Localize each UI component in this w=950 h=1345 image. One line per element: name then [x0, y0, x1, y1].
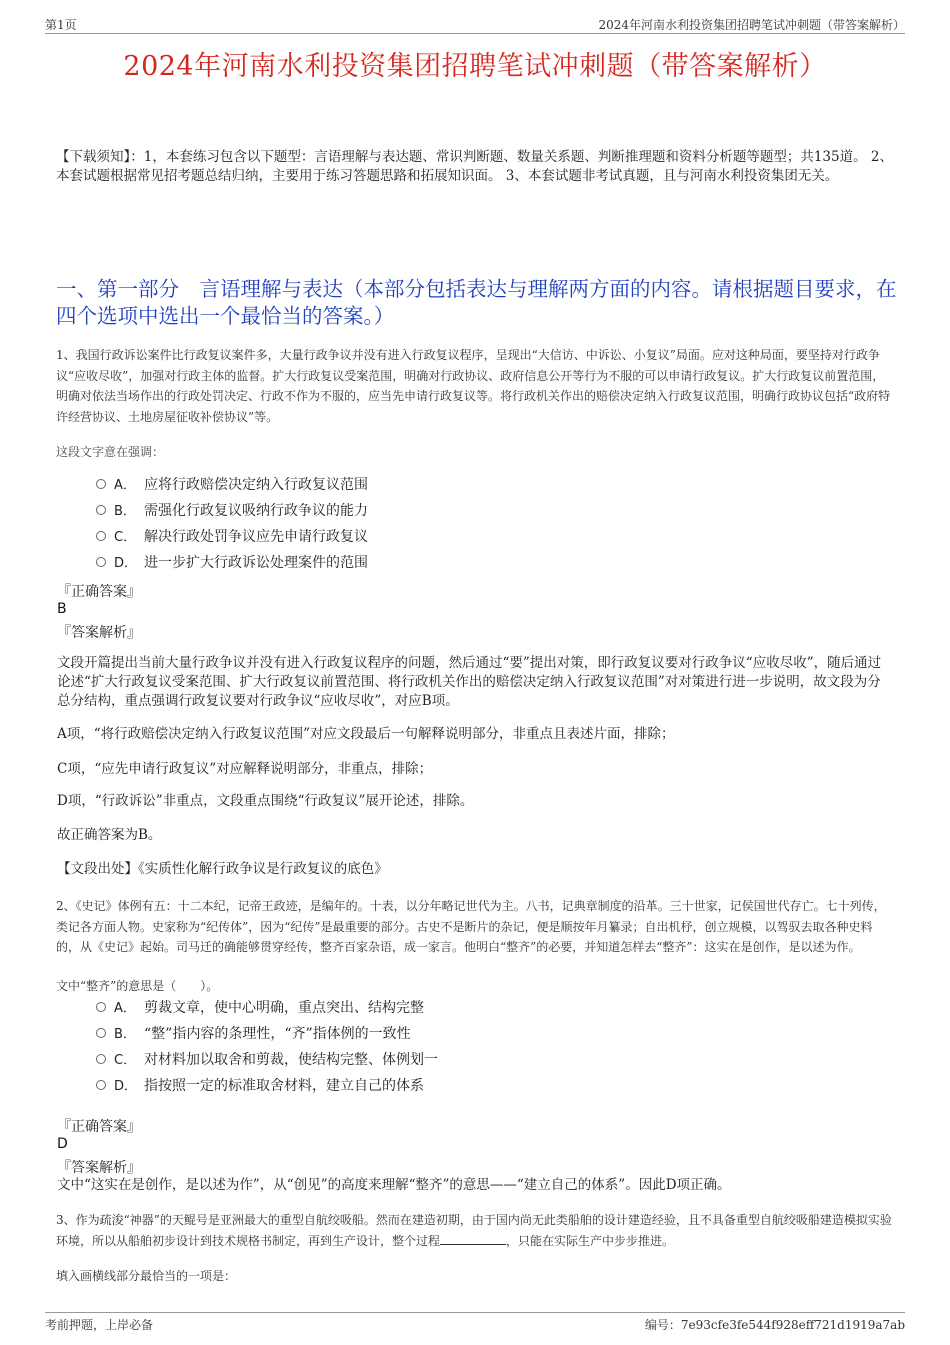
page-title: 2024年河南水利投资集团招聘笔试冲刺题（带答案解析）	[123, 51, 827, 82]
radio-icon[interactable]	[96, 1028, 106, 1038]
question-1-option-a[interactable]: A． 应将行政赔偿决定纳入行政复议范围	[96, 472, 368, 498]
radio-icon[interactable]	[96, 505, 106, 515]
question-1-answer: B	[57, 601, 67, 617]
question-1-text: 1、我国行政诉讼案件比行政复议案件多，大量行政争议并没有进入行政复议程序，呈现出“大信访、中诉讼、小复议”局面。应对这种局面，要坚持对行政争议“应收尽收”，加强对行政主体的监督。扩大行政复议受案范围，明确对行政协议、政府信息公开等行为不服的可以申请行政复议。扩大行政复议前置范围，明确对依法当场作出的行政处罚决定、行政不作为不服的，应当先申请行政复议等。将行政机关作出的赔偿决定纳入行政复议范围，明确行政协议包括“政府特许经营协议、土地房屋征收补偿协议”等。	[56, 348, 891, 424]
question-2-answer: D	[57, 1136, 68, 1152]
radio-icon[interactable]	[96, 531, 106, 541]
question-2-option-c[interactable]: C． 对材料加以取舍和剪裁，使结构完整、体例划一	[96, 1047, 438, 1073]
question-1-option-d[interactable]: D． 进一步扩大行政诉讼处理案件的范围	[96, 550, 368, 576]
question-2-options	[96, 995, 438, 1099]
question-1-analysis-main: 文段开篇提出当前大量行政争议并没有进入行政复议程序的问题，然后通过“要”提出对策，即行政复议要对行政争议“应收尽收”，随后通过论述“扩大行政复议受案范围、扩大行政复议前置范围、将行政机关作出的赔偿决定纳入行政复议范围”对对策进行进一步说明，故文段为分总分结构，重点强调行政复议要对行政争议“应收尽收”，对应B项。	[57, 655, 882, 709]
question-2-option-a[interactable]: A． 剪裁文章，使中心明确，重点突出、结构完整	[96, 995, 438, 1021]
question-1-answer-label: 『正确答案』	[57, 584, 141, 600]
question-1-analysis-c: C项，“应先申请行政复议”对应解释说明部分，非重点，排除；	[57, 761, 433, 777]
page-number: 第1页	[45, 18, 77, 32]
radio-icon[interactable]	[96, 479, 106, 489]
question-1-option-b[interactable]: B． 需强化行政复议吸纳行政争议的能力	[96, 498, 368, 524]
question-3-text: 3、作为疏浚“神器”的天鲲号是亚洲最大的重型自航绞吸船。然而在建造初期，由于国内尚无此类船舶的设计建造经验，且不具备重型自航绞吸船建造模拟实验环境，所以从船舶初步设计到技术规格书制定，再到生产设计，整个过程 ，只能在实际生产中步步推进。	[56, 1213, 892, 1248]
question-2-analysis: 文中“这实在是创作，是以述为作”，从“创见”的高度来理解“整齐”的意思——“建立自己的体系”。因此D项正确。	[57, 1177, 731, 1193]
question-2-text: 2、《史记》体例有五：十二本纪，记帝王政迹，是编年的。十表，以分年略记世代为主。八书，记典章制度的沿革。三十世家，记侯国世代存亡。七十列传，类记各方面人物。史家称为“纪传体”，因为“纪传”是最重要的部分。古史不是断片的杂记，便是顺按年月纂录；自出机杼，创立规模，以驾驭去取各种史料的，从《史记》起始。司马迁的确能够贯穿经传，整齐百家杂语，成一家言。他明白“整齐”的必要，并知道怎样去“整齐”：这实在是创作，是以述为作。	[56, 899, 886, 954]
question-1-options	[96, 472, 368, 576]
question-1-analysis-d: D项，“行政诉讼”非重点，文段重点围绕“行政复议”展开论述，排除。	[57, 793, 474, 809]
question-2-answer-label: 『正确答案』	[57, 1119, 141, 1135]
question-1-analysis-a: A项，“将行政赔偿决定纳入行政复议范围”对应文段最后一句解释说明部分，非重点且表述片面，排除；	[57, 726, 675, 742]
question-2-analysis-label: 『答案解析』	[57, 1160, 141, 1176]
section-title: 一、第一部分 言语理解与表达（本部分包括表达与理解两方面的内容。请根据题目要求，在四个选项中选出一个最恰当的答案。）	[56, 277, 897, 328]
question-1-analysis-label: 『答案解析』	[57, 625, 141, 641]
question-1-source: 【文段出处】《实质性化解行政争议是行政复议的底色》	[57, 861, 388, 877]
question-2-option-d[interactable]: D． 指按照一定的标准取舍材料，建立自己的体系	[96, 1073, 438, 1099]
download-notice: 【下载须知】：1，本套练习包含以下题型：言语理解与表达题、常识判断题、数量关系题、判断推理题和资料分析题等题型；共135道。 2、本套试题根据常见招考题总结归纳，主要用于练习答题思路和拓展知识面。 3、本套试题非考试真题，且与河南水利投资集团无关。	[56, 149, 893, 184]
question-1-conclusion: 故正确答案为B。	[57, 827, 162, 843]
footer-doc-id: 编号：7e93cfe3fe544f928eff721d1919a7ab	[644, 1318, 905, 1332]
answer-blank	[440, 1232, 506, 1245]
question-1-prompt: 这段文字意在强调：	[56, 445, 165, 459]
page-header	[45, 14, 905, 34]
radio-icon[interactable]	[96, 1002, 106, 1012]
page-footer	[45, 1312, 905, 1333]
question-3-prompt: 填入画横线部分最恰当的一项是：	[56, 1269, 237, 1283]
question-2-prompt: 文中“整齐”的意思是（ ）。	[56, 979, 219, 993]
question-1-option-c[interactable]: C． 解决行政处罚争议应先申请行政复议	[96, 524, 368, 550]
radio-icon[interactable]	[96, 1054, 106, 1064]
radio-icon[interactable]	[96, 557, 106, 567]
header-doc-title: 2024年河南水利投资集团招聘笔试冲刺题（带答案解析）	[598, 18, 905, 32]
radio-icon[interactable]	[96, 1080, 106, 1090]
footer-slogan: 考前押题，上岸必备	[45, 1318, 154, 1332]
question-2-option-b[interactable]: B． “整”指内容的条理性，“齐”指体例的一致性	[96, 1021, 438, 1047]
